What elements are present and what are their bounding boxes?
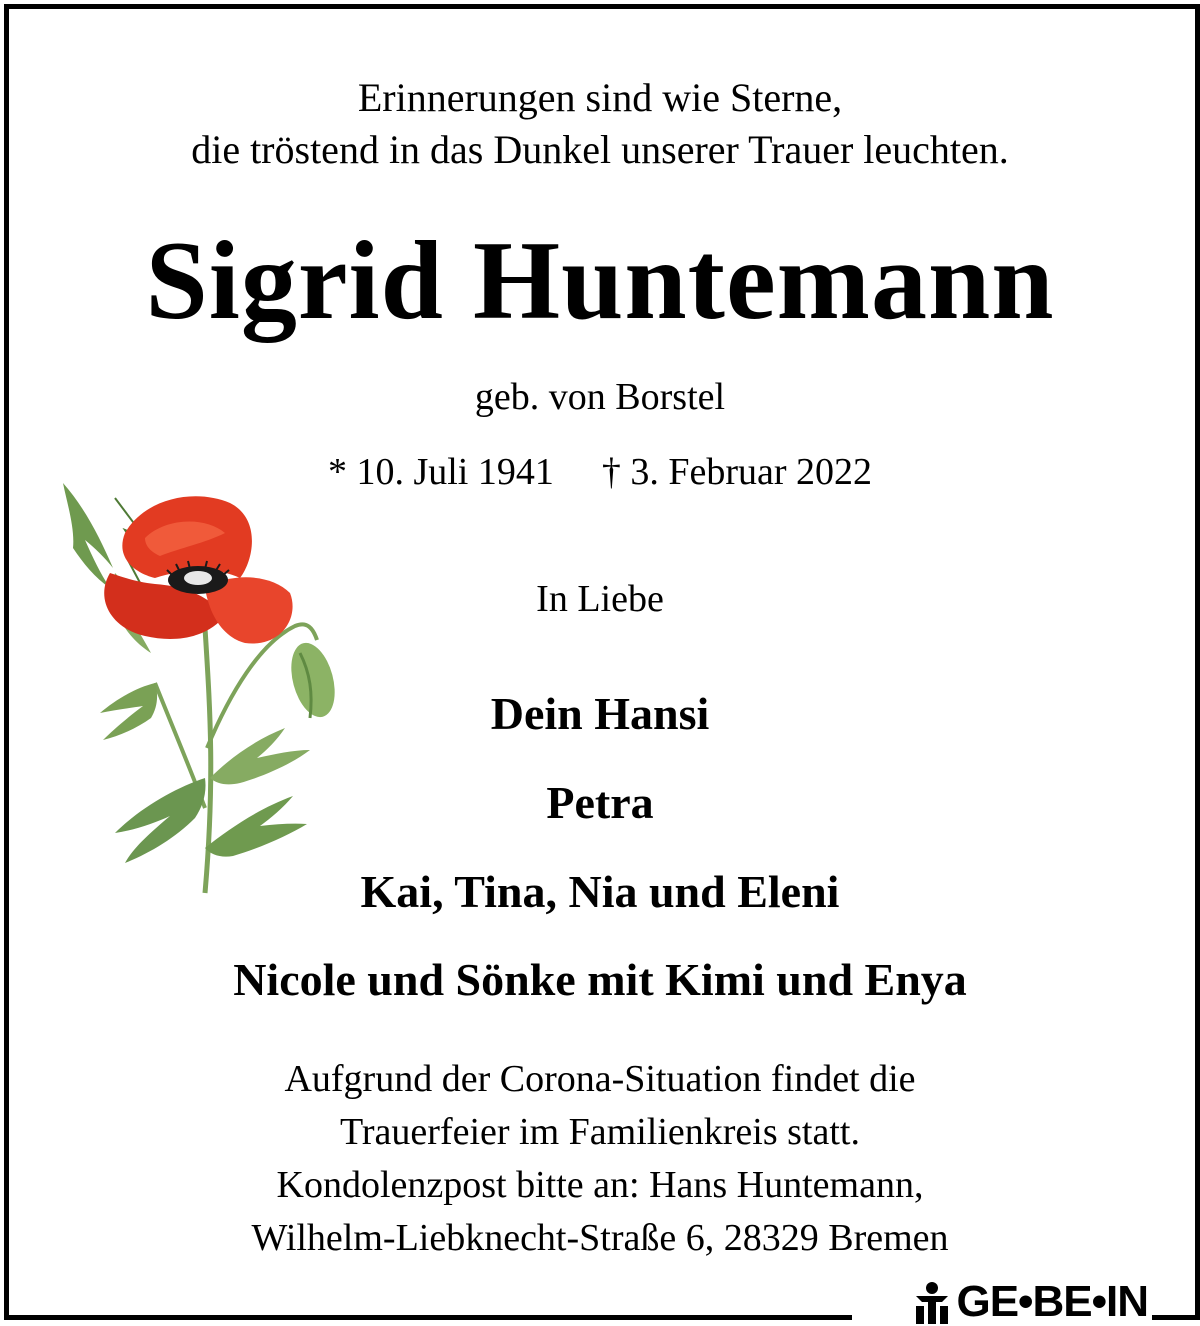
gebein-logo xyxy=(852,1278,1152,1325)
closing-phrase: In Liebe xyxy=(536,578,664,620)
birth-name: geb. von Borstel xyxy=(474,376,726,418)
notice-line-2: Trauerfeier im Familienkreis statt. xyxy=(340,1111,860,1153)
deceased-name: Sigrid Huntemann xyxy=(145,219,1055,343)
death-date: † 3. Februar 2022 xyxy=(601,451,873,493)
notice-line-4: Wilhelm-Liebknecht-Straße 6, 28329 Bremen xyxy=(251,1217,949,1259)
mourner-line-3: Kai, Tina, Nia und Eleni xyxy=(360,866,840,917)
funeral-notice xyxy=(0,1053,1200,1265)
birth-date: * 10. Juli 1941 xyxy=(327,451,554,493)
gebein-logo-icon xyxy=(912,1280,952,1324)
mourner-line-2: Petra xyxy=(546,777,654,828)
notice-line-1: Aufgrund der Corona-Situation findet die xyxy=(284,1058,916,1100)
gebein-logo-text: GE•BE•IN xyxy=(956,1276,1148,1326)
memorial-quote xyxy=(0,72,1200,176)
quote-line-2: die tröstend in das Dunkel unserer Trauer leuchten. xyxy=(191,127,1009,172)
mourner-line-4: Nicole und Sönke mit Kimi und Enya xyxy=(233,954,967,1005)
mourner-line-1: Dein Hansi xyxy=(490,688,710,739)
notice-line-3: Kondolenzpost bitte an: Hans Huntemann, xyxy=(276,1164,924,1206)
quote-line-1: Erinnerungen sind wie Sterne, xyxy=(357,75,843,120)
